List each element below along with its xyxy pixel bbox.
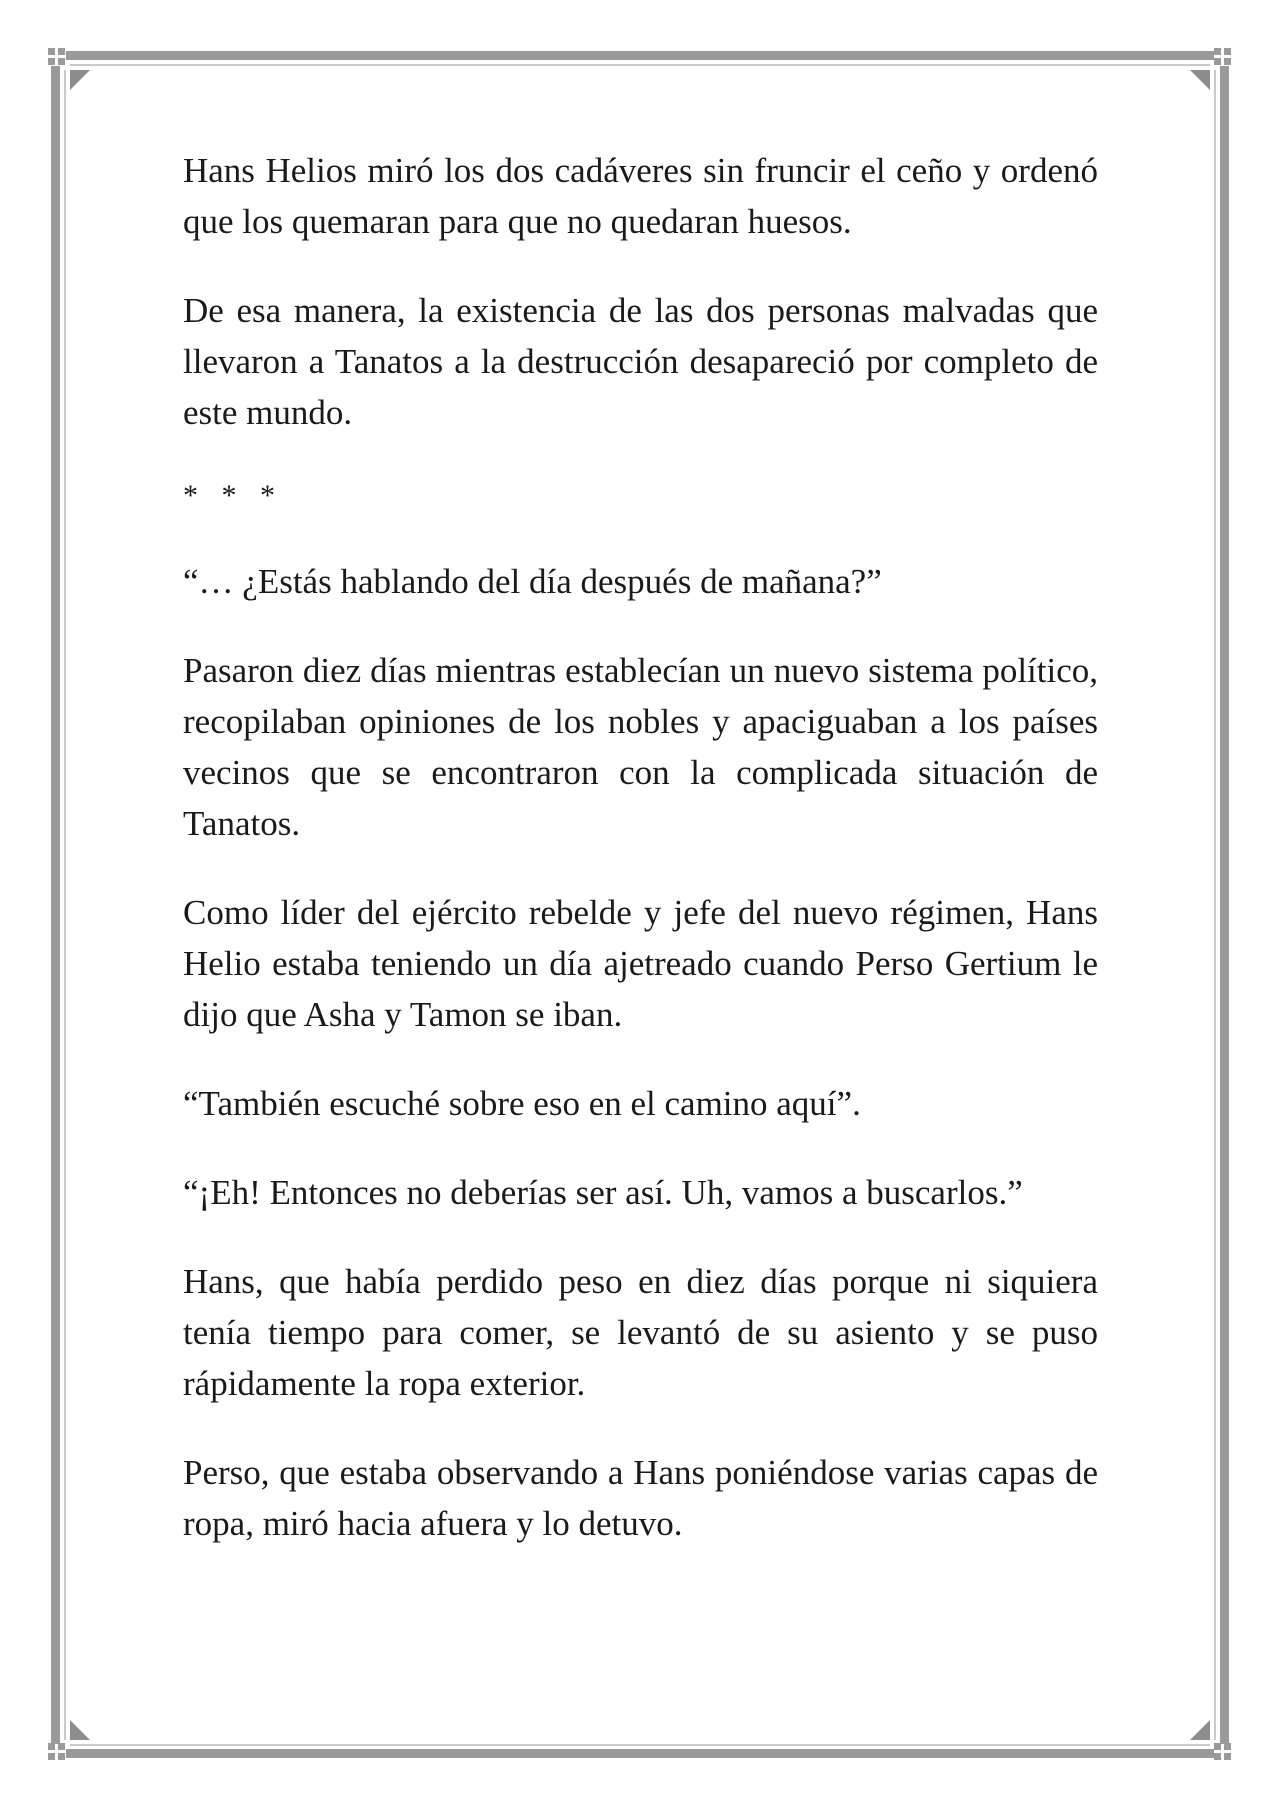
frame-corner-ornament-top-left (48, 48, 66, 66)
frame-corner-ornament-top-right (1214, 48, 1232, 66)
dialogue-line: “… ¿Estás hablando del día después de mañana?” (183, 562, 882, 601)
frame-corner-triangle-bottom-left (70, 1720, 90, 1740)
frame-corner-ornament-bottom-left (48, 1743, 66, 1761)
paragraph: Perso, que estaba observando a Hans poniéndose varias capas de ropa, miró hacia afuera y lo detuvo. (183, 1453, 1098, 1543)
frame-inner-line-top (70, 64, 1210, 66)
frame-corner-ornament-bottom-right (1214, 1743, 1232, 1761)
dialogue-line: “También escuché sobre eso en el camino aquí”. (183, 1084, 861, 1123)
frame-corner-triangle-top-right (1190, 70, 1210, 90)
page-body (183, 145, 1098, 1587)
paragraph: Como líder del ejército rebelde y jefe del nuevo régimen, Hans Helio estaba teniendo un día ajetreado cuando Perso Gertium le dijo que Asha y Tamon se iban. (183, 893, 1098, 1034)
paragraph: Hans Helios miró los dos cadáveres sin fruncir el ceño y ordenó que los quemaran para que no quedaran huesos. (183, 151, 1098, 241)
scene-break-separator: * * * (183, 479, 283, 512)
frame-right-border (1220, 66, 1229, 1744)
frame-top-border (66, 51, 1214, 60)
paragraph: Pasaron diez días mientras establecían un nuevo sistema político, recopilaban opiniones de los nobles y apaciguaban a los países vecinos que se encontraron con la complicada situación de Tanatos. (183, 651, 1098, 843)
frame-corner-triangle-bottom-right (1190, 1720, 1210, 1740)
paragraph: Hans, que había perdido peso en diez días porque ni siquiera tenía tiempo para comer, se levantó de su asiento y se puso rápidamente la ropa exterior. (183, 1262, 1098, 1403)
frame-corner-triangle-top-left (70, 70, 90, 90)
paragraph: De esa manera, la existencia de las dos personas malvadas que llevaron a Tanatos a la destrucción desapareció por completo de este mundo. (183, 291, 1098, 432)
frame-inner-line-left (64, 70, 66, 1740)
dialogue-line: “¡Eh! Entonces no deberías ser así. Uh, vamos a buscarlos.” (183, 1173, 1023, 1212)
frame-inner-line-bottom (70, 1744, 1210, 1746)
frame-left-border (51, 66, 60, 1744)
frame-inner-line-right (1214, 70, 1216, 1740)
frame-bottom-border (66, 1749, 1214, 1758)
